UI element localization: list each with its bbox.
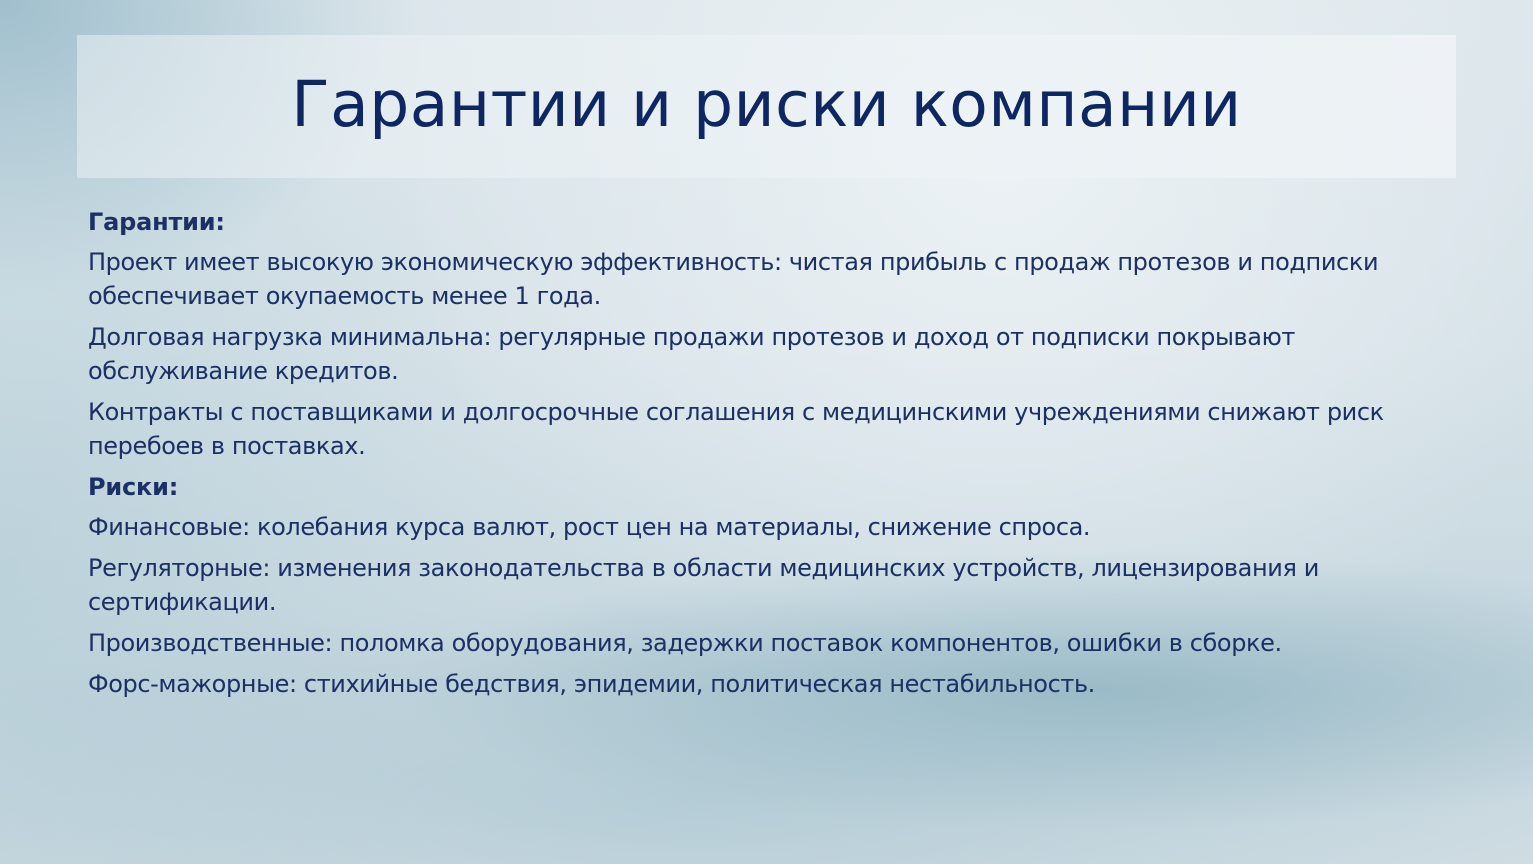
risk-item: Регуляторные: изменения законодательства в области медицинских устройств, лицензирования и сертификации. <box>88 554 1319 616</box>
slide-title: Гарантии и риски компании <box>291 68 1242 141</box>
guarantee-item: Контракты с поставщиками и долгосрочные соглашения с медицинскими учреждениями снижают риск перебоев в поставках. <box>88 398 1384 460</box>
guarantees-heading: Гарантии: <box>88 208 225 236</box>
risk-item: Форс-мажорные: стихийные бедствия, эпидемии, политическая нестабильность. <box>88 670 1095 698</box>
guarantee-item: Проект имеет высокую экономическую эффективность: чистая прибыль с продаж протезов и подписки обеспечивает окупаемость менее 1 года. <box>88 248 1379 310</box>
risk-item: Финансовые: колебания курса валют, рост цен на материалы, снижение спроса. <box>88 513 1091 541</box>
title-band <box>77 35 1456 178</box>
guarantee-item: Долговая нагрузка минимальна: регулярные продажи протезов и доход от подписки покрывают обслуживание кредитов. <box>88 323 1295 385</box>
risks-heading: Риски: <box>88 473 179 501</box>
risk-item: Производственные: поломка оборудования, задержки поставок компонентов, ошибки в сборке. <box>88 629 1282 657</box>
slide-content <box>88 205 1418 708</box>
